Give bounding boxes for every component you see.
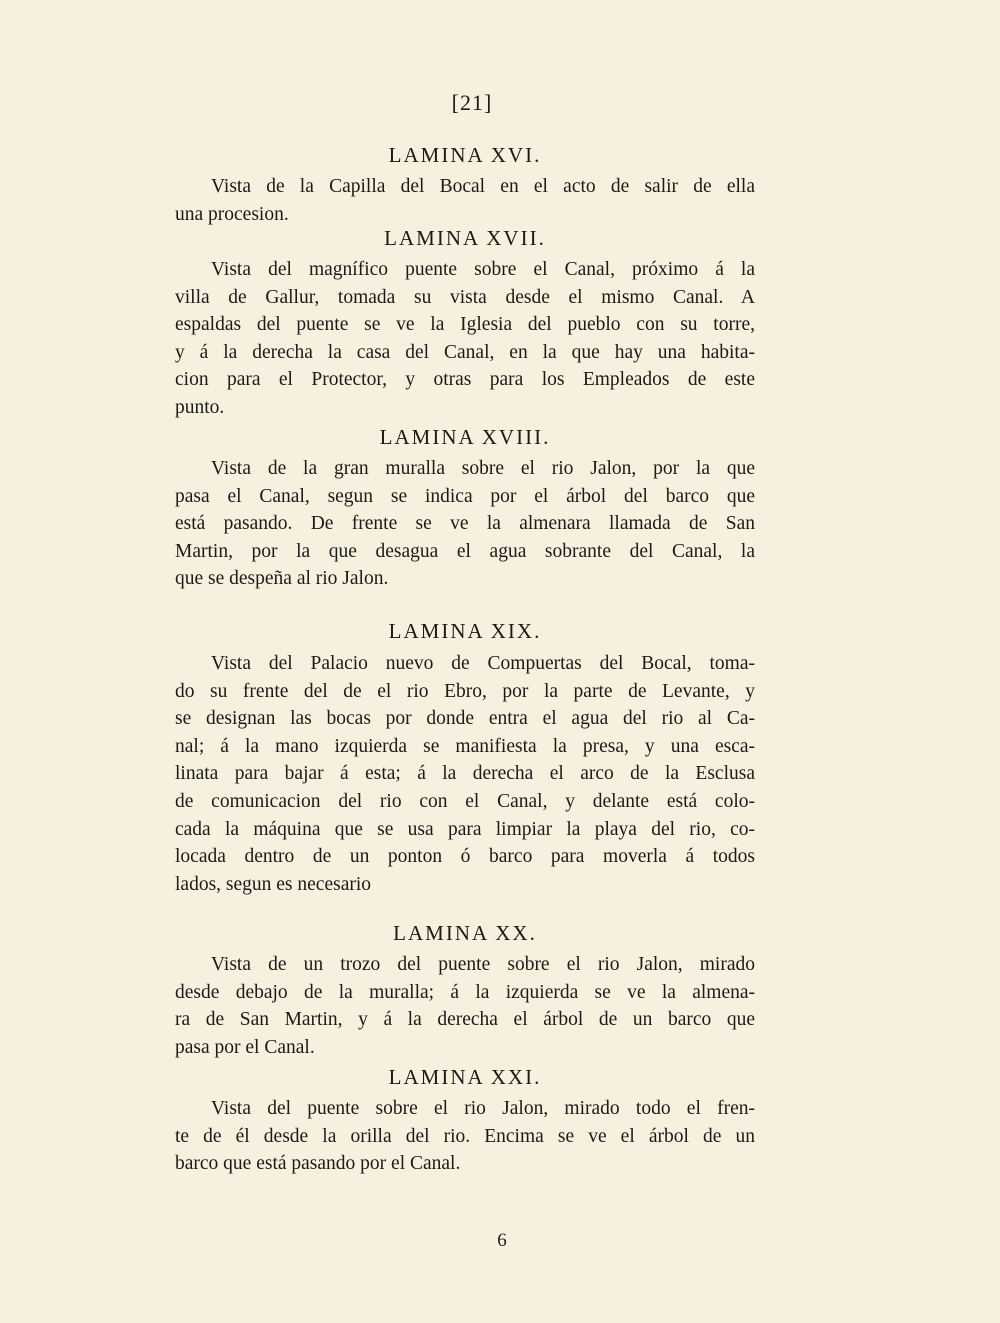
text-line: Vista del magnífico puente sobre el Canal, próximo á la [211,259,755,280]
text-line: punto. [175,396,225,418]
text-line: que se despeña al rio Jalon. [175,568,389,590]
text-line: cion para el Protector, y otras para los Empleados de este [175,369,755,391]
text-line: lados, segun es necesario [175,873,372,895]
text-line: una procesion. [175,203,289,225]
text-line: Vista del Palacio nuevo de Compuertas del Bocal, toma- [211,653,755,674]
text-line: de comunicacion del rio con el Canal, y delante está colo- [175,790,755,812]
section-heading: LAMINA XXI. [388,1065,542,1089]
section-lamina-xix [175,616,755,898]
section-lamina-xvii [175,223,755,422]
text-line: Vista de un trozo del puente sobre el rio Jalon, mirado [211,954,755,975]
text-line: está pasando. De frente se ve la almenara llamada de San [175,513,755,535]
text-line: nal; á la mano izquierda se manifiesta la presa, y una esca- [175,735,755,757]
text-line: linata para bajar á esta; á la derecha el arco de la Esclusa [175,763,755,785]
page-marker: [21] [451,90,493,115]
section-lamina-xviii [175,422,755,593]
section-heading: LAMINA XVI. [388,143,542,167]
section-heading: LAMINA XX. [393,921,537,945]
text-line: y á la derecha la casa del Canal, en la que hay una habita- [175,341,755,363]
text-line: Martin, por la que desagua el agua sobrante del Canal, la [175,540,755,562]
text-line: espaldas del puente se ve la Iglesia del pueblo con su torre, [175,314,755,336]
text-line: cada la máquina que se usa para limpiar la playa del rio, co- [175,818,755,840]
section-lamina-xvi [175,140,755,228]
section-lamina-xx [175,918,755,1061]
text-line: ra de San Martin, y á la derecha el árbol de un barco que [175,1009,755,1031]
text-line: desde debajo de la muralla; á la izquierda se ve la almena- [175,981,755,1003]
text-line: locada dentro de un ponton ó barco para moverla á todos [175,846,755,868]
text-line: te de él desde la orilla del rio. Encima se ve el árbol de un [175,1125,755,1147]
text-line: se designan las bocas por donde entra el agua del rio al Ca- [175,708,755,730]
section-heading: LAMINA XVIII. [379,425,551,449]
section-lamina-xxi [175,1062,755,1178]
text-line: do su frente del de el rio Ebro, por la parte de Levante, y [175,680,755,702]
text-line: pasa por el Canal. [175,1036,315,1058]
section-heading: LAMINA XIX. [388,619,542,643]
text-line: villa de Gallur, tomada su vista desde el mismo Canal. A [175,286,755,308]
page-folio: 6 [497,1230,507,1251]
text-line: Vista de la Capilla del Bocal en el acto de salir de ella [211,176,755,197]
text-line: pasa el Canal, segun se indica por el árbol del barco que [175,485,755,507]
section-heading: LAMINA XVII. [384,226,546,250]
text-line: Vista de la gran muralla sobre el rio Jalon, por la que [211,458,755,479]
text-line: barco que está pasando por el Canal. [175,1153,461,1175]
text-line: Vista del puente sobre el rio Jalon, mirado todo el fren- [211,1098,755,1119]
